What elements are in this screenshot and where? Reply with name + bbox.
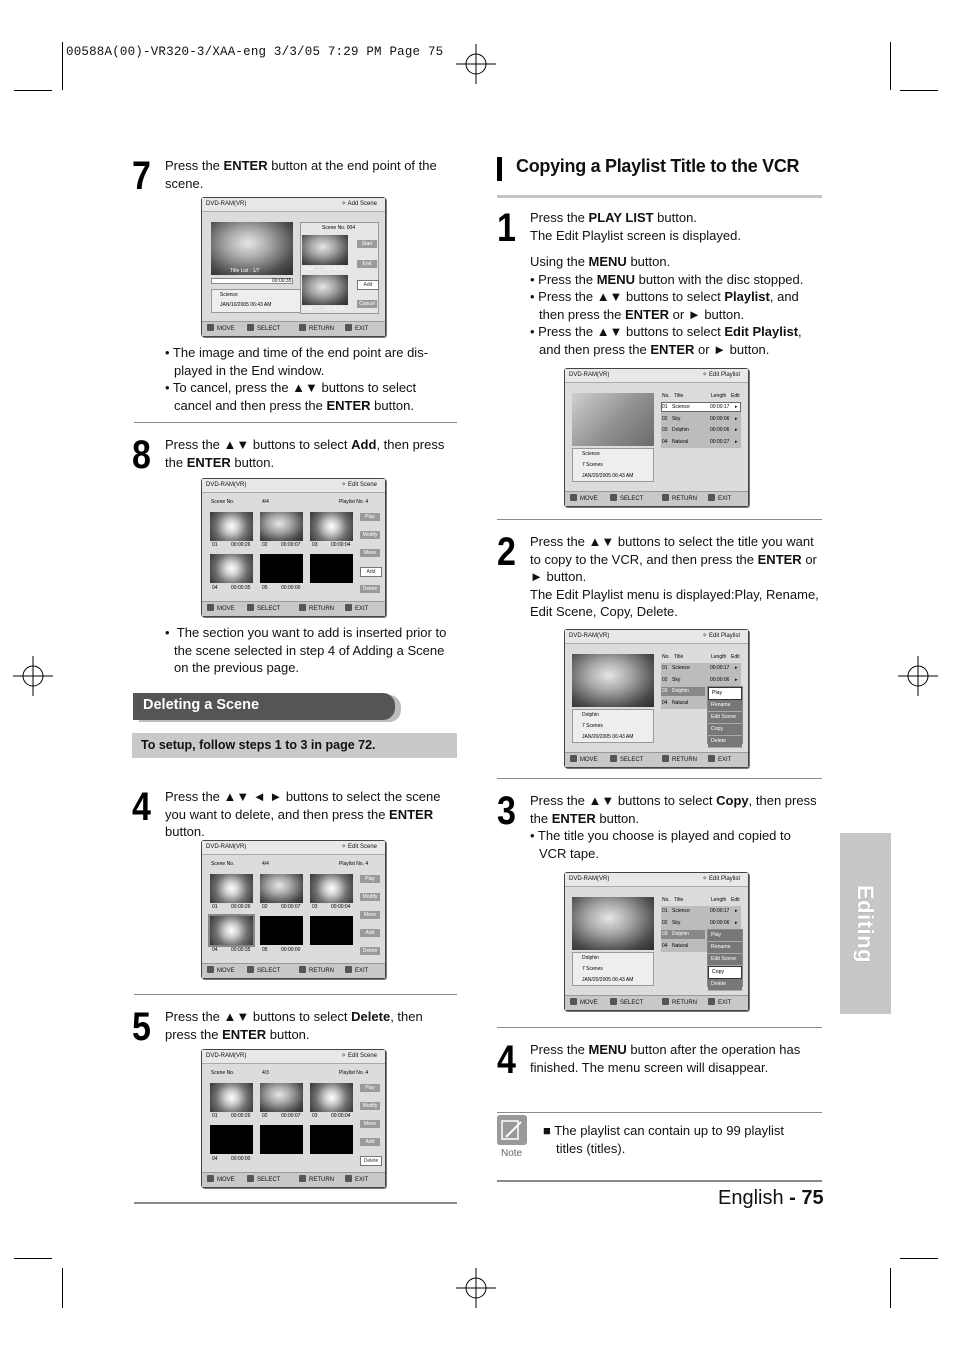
step-7-text: Press the ENTER button at the end point of the scene. — [165, 158, 437, 191]
step-8-bullet: • The section you want to add is inserted prior to the scene selected in step 4 of Adding a Scene on the previous page. — [165, 625, 447, 675]
edit-playlist-screen: DVD-RAM(VR) ✧ Edit Playlist Science 7 Scenes JAN/20/2005 06:43 AM No. Title Length Edit 01 Science 00:00:17 ▸ 02 Sky 00:00:06 ▸ 03 Dolphin 00:00:06 ▸ 04 Natural 00:00:27 ▸ MOVE SELECT RETURN EXIT — [564, 368, 749, 507]
crop-mark — [900, 1258, 938, 1259]
side-tab — [840, 833, 891, 1014]
crop-mark — [900, 90, 938, 91]
divider — [497, 1027, 822, 1028]
step-4-menu-text: Press the MENU button after the operation has finished. The menu screen will disappear. — [530, 1042, 801, 1075]
registration-mark-icon — [456, 44, 496, 84]
step-number: 7 — [132, 154, 151, 198]
crop-mark — [890, 42, 891, 90]
step-5-text: Press the ▲▼ buttons to select Delete, then press the ENTER button. — [165, 1009, 423, 1042]
step-number: 2 — [497, 530, 516, 574]
crop-mark — [14, 90, 52, 91]
crop-mark — [62, 42, 63, 90]
step-8-text: Press the ▲▼ buttons to select Add, then press the ENTER button. — [165, 437, 445, 470]
edit-scene-screen: DVD-RAM(VR) ✧ Edit Scene Scene No. 4/4 Playlist No. 4 01 00:00:26 02 00:00:07 03 00:00:04 04 00:00:35 05 00:00:00 Play Modify Move Add Delete MOVE SELECT RETURN EXIT — [201, 840, 386, 979]
print-header: 00588A(00)-VR320-3/XAA-eng 3/3/05 7:29 PM Page 75 — [66, 45, 444, 59]
divider — [497, 519, 822, 520]
registration-mark-icon — [898, 656, 938, 696]
step-3-text: Press the ▲▼ buttons to select Copy, then press the ENTER button. • The title you choose is played and copied to VCR tape. — [530, 793, 817, 861]
side-tab-label: Editing — [853, 884, 879, 963]
note-text: ■ The playlist can contain up to 99 playlist titles (titles). — [543, 1123, 785, 1156]
note-icon — [497, 1115, 527, 1145]
crop-mark — [14, 1258, 52, 1259]
step-4-delete-text: Press the ▲▼ ◄ ► buttons to select the scene you want to delete, and then press the ENTER button. — [165, 789, 441, 839]
divider — [497, 195, 822, 198]
title-bar-marker — [497, 157, 502, 181]
page-footer: English - 75 — [718, 1187, 824, 1209]
edit-scene-screen: DVD-RAM(VR) ✧ Edit Scene Scene No. 4/3 Playlist No. 4 01 00:00:26 02 00:00:07 03 00:00:04 04 00:00:00 Play Modify Move Add Delete MOVE SELECT RETURN EXIT — [201, 1049, 386, 1188]
note-label: Note — [501, 1148, 523, 1159]
add-scene-screen: DVD-RAM(VR) ✧ Add Scene Title List : 1/7 00:00:35 Science JAN/10/2005 06:43 AM Scene No. 004 Start 00:00:15 End 00:00:35 Start End Add Cancel MOVE SELECT RETURN EXIT — [201, 197, 386, 337]
step-2-text: Press the ▲▼ buttons to select the title you want to copy to the VCR, and then press the ENTER or ► button. The Edit Playlist menu is displayed:Play, Rename, Edit Scene, Copy, Delete. — [530, 534, 819, 619]
divider — [134, 994, 457, 995]
step-number: 4 — [132, 785, 151, 829]
edit-scene-screen: DVD-RAM(VR) ✧ Edit Scene Scene No. 4/4 Playlist No. 4 01 00:00:26 02 00:00:07 03 00:00:04 04 00:00:35 05 00:00:00 Play Modify Move Add Delete MOVE SELECT RETURN EXIT — [201, 478, 386, 617]
registration-mark-icon — [13, 656, 53, 696]
crop-mark — [62, 1268, 63, 1308]
step-7-bullets: • The image and time of the end point are dis- played in the End window. • To cancel, press the ▲▼ buttons to select cancel and then press the ENTER button. — [165, 345, 429, 413]
divider — [134, 422, 457, 423]
video-preview — [572, 897, 654, 950]
step-number: 1 — [497, 206, 516, 250]
crop-mark — [890, 1268, 891, 1308]
divider — [134, 1202, 457, 1204]
divider — [497, 778, 822, 779]
setup-note: To setup, follow steps 1 to 3 in page 72. — [132, 733, 457, 758]
section-heading: Deleting a Scene — [133, 693, 395, 720]
video-preview — [572, 654, 654, 707]
edit-playlist-screen: DVD-RAM(VR) ✧ Edit Playlist Dolphin 7 Scenes JAN/20/2005 06:43 AM No. Title Length Edit 01 Science 00:00:17 ▸ 02 Sky 00:00:06 ▸ 03 Dolphin 04 Natural Play Rename Edit Scene Copy Delete MOVE SELECT RETURN EXIT — [564, 872, 749, 1011]
section-title: Copying a Playlist Title to the VCR — [516, 156, 800, 176]
registration-mark-icon — [456, 1268, 496, 1308]
divider — [497, 1112, 822, 1113]
step-number: 8 — [132, 433, 151, 477]
video-preview — [572, 393, 654, 446]
step-1-text: Press the PLAY LIST button. The Edit Playlist screen is displayed. Using the MENU button. • Press the MENU button with the disc stopped. • Press the ▲▼ buttons to select Playlist, and then press the ENTER or ► button. • Press the ▲▼ buttons to select Edit Playlist, and then press the ENTER or ► button. — [530, 210, 804, 357]
step-number: 4 — [497, 1038, 516, 1082]
divider — [497, 1180, 822, 1182]
step-number: 3 — [497, 789, 516, 833]
step-number: 5 — [132, 1005, 151, 1049]
edit-playlist-screen: DVD-RAM(VR) ✧ Edit Playlist Dolphin 7 Scenes JAN/20/2005 06:43 AM No. Title Length Edit 01 Science 00:00:17 ▸ 02 Sky 00:00:06 ▸ 03 Dolphin 04 Natural Play Rename Edit Scene Copy Delete MOVE SELECT RETURN EXIT — [564, 629, 749, 768]
